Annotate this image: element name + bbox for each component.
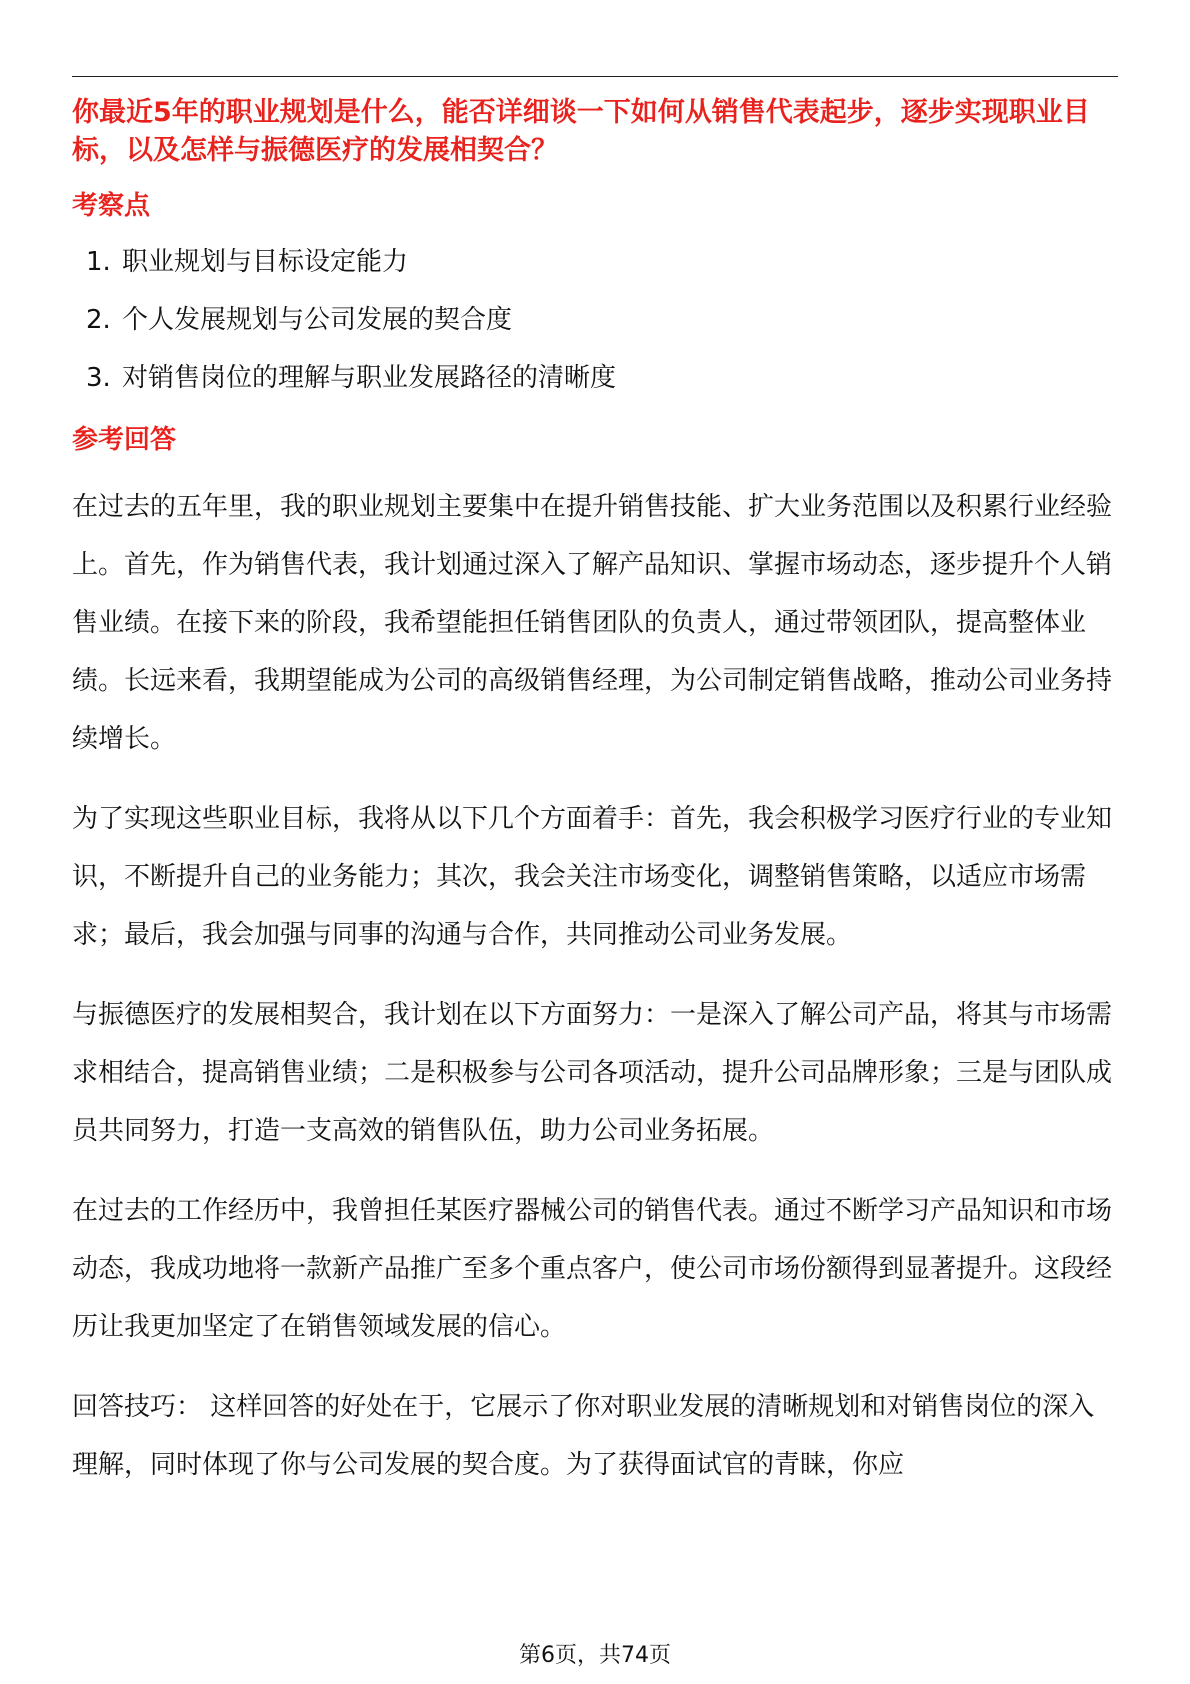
answer-paragraph: 为了实现这些职业目标，我将从以下几个方面着手：首先，我会积极学习医疗行业的专业知识，不断提升自己的业务能力；其次，我会关注市场变化，调整销售策略，以适应市场需求；最后，我会加强与同事的沟通与合作，共同推动公司业务发展。 [72,804,1113,950]
list-item [86,360,1120,396]
list-number: 3. [86,363,111,393]
answer-heading: 参考回答 [72,425,177,455]
question-title: 你最近5年的职业规划是什么，能否详细谈一下如何从销售代表起步，逐步实现职业目标，以及怎样与振德医疗的发展相契合？ [72,97,1090,166]
list-number: 2. [86,305,111,335]
list-number: 1. [86,247,111,277]
points-list [72,244,1120,396]
page-footer: 第6页，共74页 [519,1643,671,1668]
points-heading: 考察点 [72,191,151,221]
list-text: 职业规划与目标设定能力 [122,247,409,277]
list-text: 对销售岗位的理解与职业发展路径的清晰度 [122,363,617,393]
list-item [86,244,1120,280]
list-item [86,302,1120,338]
header-rule [72,76,1118,77]
answer-paragraph: 与振德医疗的发展相契合，我计划在以下方面努力：一是深入了解公司产品，将其与市场需求相结合，提高销售业绩；二是积极参与公司各项活动，提升公司品牌形象；三是与团队成员共同努力，打造一支高效的销售队伍，助力公司业务拓展。 [72,1000,1113,1146]
document-body [72,94,1120,1516]
list-text: 个人发展规划与公司发展的契合度 [122,305,513,335]
answer-paragraph: 在过去的工作经历中，我曾担任某医疗器械公司的销售代表。通过不断学习产品知识和市场动态，我成功地将一款新产品推广至多个重点客户，使公司市场份额得到显著提升。这段经历让我更加坚定了在销售领域发展的信心。 [72,1196,1113,1342]
tips-paragraph: 回答技巧： 这样回答的好处在于，它展示了你对职业发展的清晰规划和对销售岗位的深入理解，同时体现了你与公司发展的契合度。为了获得面试官的青睐，你应 [72,1392,1095,1480]
answer-paragraph: 在过去的五年里，我的职业规划主要集中在提升销售技能、扩大业务范围以及积累行业经验上。首先，作为销售代表，我计划通过深入了解产品知识、掌握市场动态，逐步提升个人销售业绩。在接下来的阶段，我希望能担任销售团队的负责人，通过带领团队，提高整体业绩。长远来看，我期望能成为公司的高级销售经理，为公司制定销售战略，推动公司业务持续增长。 [72,492,1113,754]
